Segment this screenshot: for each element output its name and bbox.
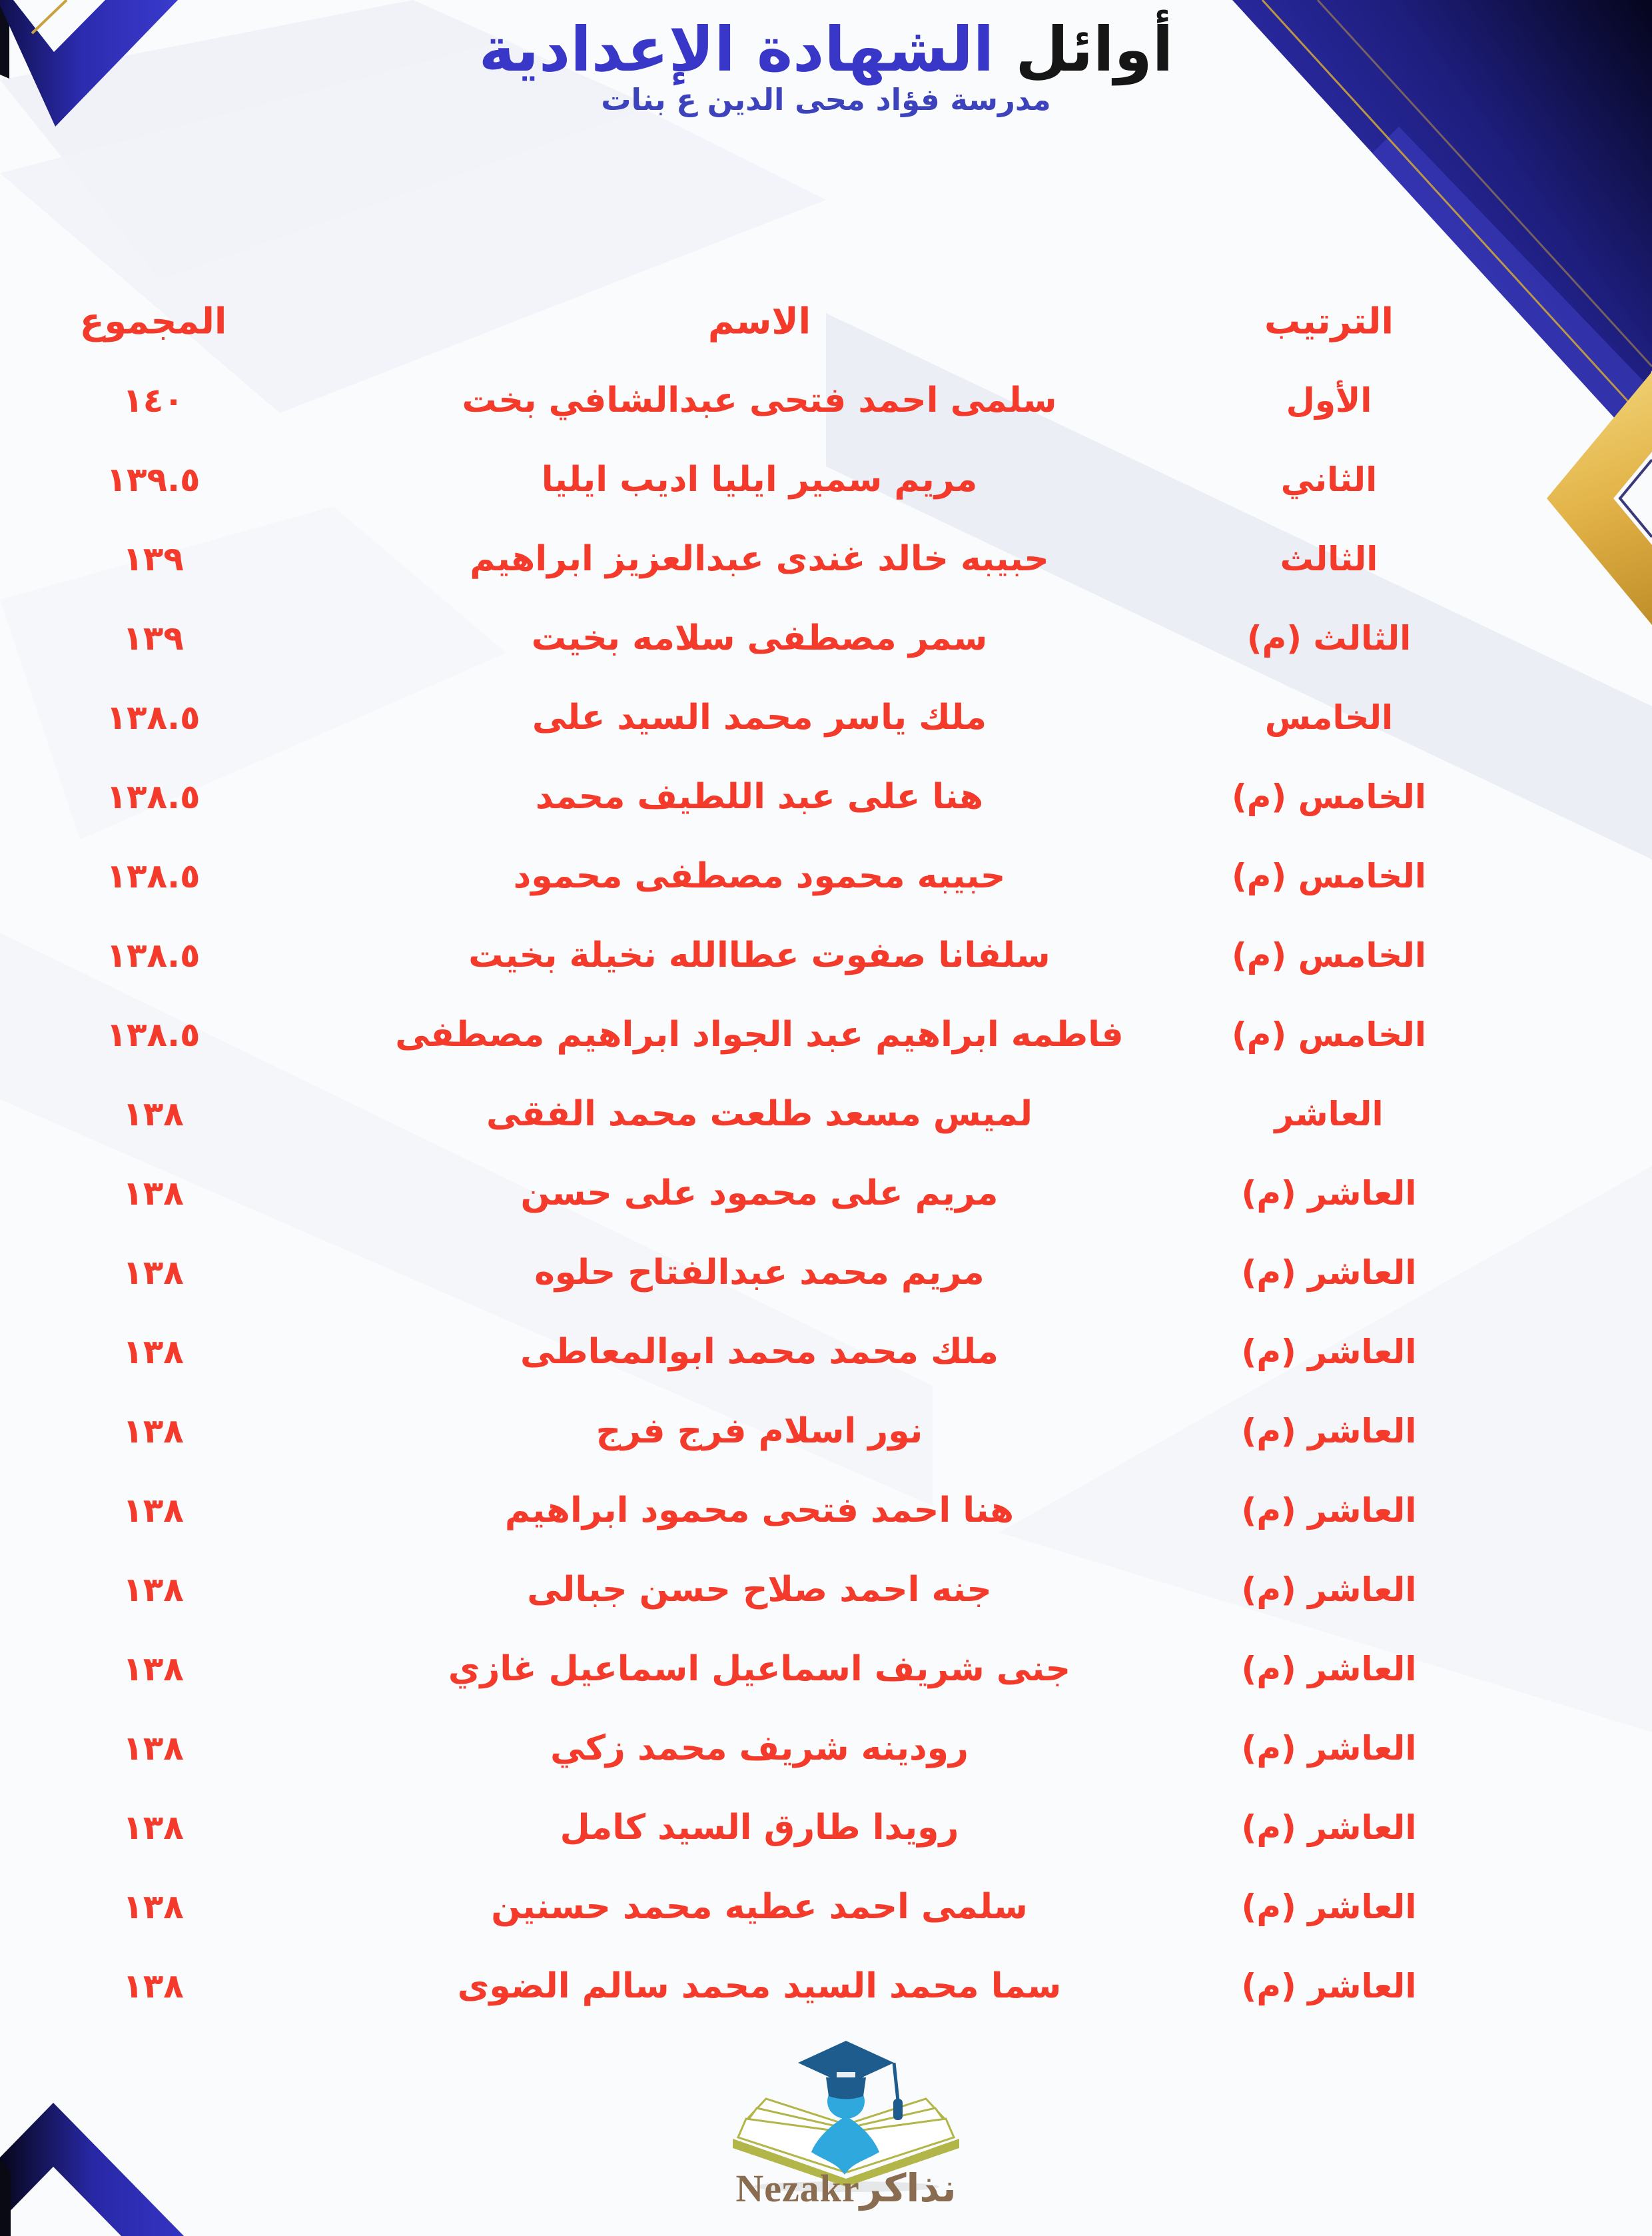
rank-cell: العاشر (م) [1241,1490,1417,1530]
results-table-body [0,360,1652,2025]
school-name: مدرسة فؤاد محى الدين ع بنات [601,82,1051,117]
table-row [0,1074,1652,1153]
name-cell: نور اسلام فرج فرج [596,1410,923,1451]
table-row [0,519,1652,598]
name-cell: سلفانا صفوت عطاالله نخيلة بخيت [468,935,1050,975]
rank-cell: العاشر (م) [1241,1887,1417,1926]
rank-column-header: الترتيب [1264,300,1394,342]
rank-cell: الأول [1286,380,1372,420]
name-cell: سمر مصطفى سلامه بخيت [531,618,988,658]
table-row [0,1391,1652,1470]
name-cell: فاطمه ابراهيم عبد الجواد ابراهيم مصطفى [395,1014,1124,1055]
rank-cell: العاشر (م) [1241,1966,1417,2005]
rank-cell: العاشر (م) [1241,1253,1417,1292]
rank-cell: الثالث [1280,539,1378,578]
rank-cell: العاشر (م) [1241,1728,1417,1768]
table-row [0,1233,1652,1312]
total-cell: ١٣٨ [123,1490,184,1530]
total-cell: ١٣٨.٥ [106,698,201,737]
total-cell: ١٣٨ [123,1808,184,1847]
rank-cell: العاشر [1274,1094,1384,1133]
name-cell: ملك محمد محمد ابوالمعاطى [520,1331,999,1372]
total-cell: ١٣٨ [123,1094,184,1133]
page-title-primary: أوائل [1015,14,1174,85]
name-cell: سلمى احمد عطيه محمد حسنين [491,1886,1028,1927]
table-row [0,915,1652,995]
name-cell: جنى شريف اسماعيل اسماعيل غازي [448,1648,1071,1689]
results-table [0,281,1652,2025]
rank-cell: العاشر (م) [1241,1649,1417,1688]
table-row [0,1788,1652,1867]
table-row [0,678,1652,757]
rank-cell: العاشر (م) [1241,1411,1417,1450]
total-cell: ١٣٨ [123,1966,184,2005]
table-row [0,1629,1652,1708]
name-cell: جنه احمد صلاح حسن جبالى [527,1569,992,1610]
rank-cell: العاشر (م) [1241,1173,1417,1213]
table-row [0,1312,1652,1391]
name-column-header: الاسم [707,300,811,342]
total-cell: ١٣٩ [123,618,184,658]
table-row [0,598,1652,678]
total-cell: ١٣٨.٥ [106,1015,201,1054]
total-cell: ١٣٨ [123,1728,184,1768]
total-cell: ١٣٨ [123,1649,184,1688]
name-cell: رودينه شريف محمد زكي [550,1728,969,1768]
total-column-header: المجموع [79,300,227,342]
table-row [0,995,1652,1074]
name-cell: لميس مسعد طلعت محمد الفقى [486,1093,1032,1134]
name-cell: حبيبه محمود مصطفى محمود [513,855,1006,896]
rank-cell: العاشر (م) [1241,1332,1417,1371]
rank-cell: الخامس (م) [1231,777,1427,816]
table-row [0,1153,1652,1233]
name-cell: مريم على محمود على حسن [520,1173,999,1213]
name-cell: هنا احمد فتحى محمود ابراهيم [504,1490,1015,1530]
table-row [0,1708,1652,1788]
name-cell: مريم محمد عبدالفتاح حلوه [534,1252,985,1293]
name-cell: سلمى احمد فتحى عبدالشافي بخت [462,380,1057,420]
table-row [0,1946,1652,2025]
wordmark-arabic: نذاكر [859,2165,957,2211]
table-row [0,1550,1652,1629]
nezakr-wordmark [719,2165,973,2211]
total-cell: ١٣٨.٥ [106,856,201,895]
name-cell: ملك ياسر محمد السيد على [532,697,987,738]
total-cell: ١٣٨ [123,1332,184,1371]
rank-cell: الخامس [1264,698,1394,737]
total-cell: ١٣٨ [123,1411,184,1450]
rank-cell: الثاني [1280,460,1378,499]
table-row [0,1470,1652,1550]
total-cell: ١٣٨ [123,1173,184,1213]
total-cell: ١٣٨.٥ [106,777,201,816]
total-cell: ١٣٨ [123,1887,184,1926]
name-cell: سما محمد السيد محمد سالم الضوى [457,1965,1062,2006]
name-cell: حبيبه خالد غندى عبدالعزيز ابراهيم [470,538,1049,579]
total-cell: ١٤٠ [123,380,184,420]
table-row [0,440,1652,519]
rank-cell: العاشر (م) [1241,1570,1417,1609]
table-row [0,360,1652,440]
name-cell: رويدا طارق السيد كامل [560,1807,959,1848]
rank-cell: الخامس (م) [1231,856,1427,895]
table-header-row [0,281,1652,360]
total-cell: ١٣٩.٥ [106,460,201,499]
total-cell: ١٣٨ [123,1570,184,1609]
rank-cell: العاشر (م) [1241,1808,1417,1847]
name-cell: مريم سمير ايليا اديب ايليا [541,459,978,500]
rank-cell: الثالث (م) [1246,618,1412,658]
total-cell: ١٣٩ [123,539,184,578]
total-cell: ١٣٨ [123,1253,184,1292]
rank-cell: الخامس (م) [1231,1015,1427,1054]
name-cell: هنا على عبد اللطيف محمد [535,776,984,817]
rank-cell: الخامس (م) [1231,935,1427,975]
table-row [0,1867,1652,1946]
table-row [0,757,1652,836]
total-cell: ١٣٨.٥ [106,935,201,975]
page-title-secondary: الشهادة الإعدادية [478,14,995,85]
table-row [0,836,1652,915]
wordmark-latin: Nezakr [735,2167,860,2210]
